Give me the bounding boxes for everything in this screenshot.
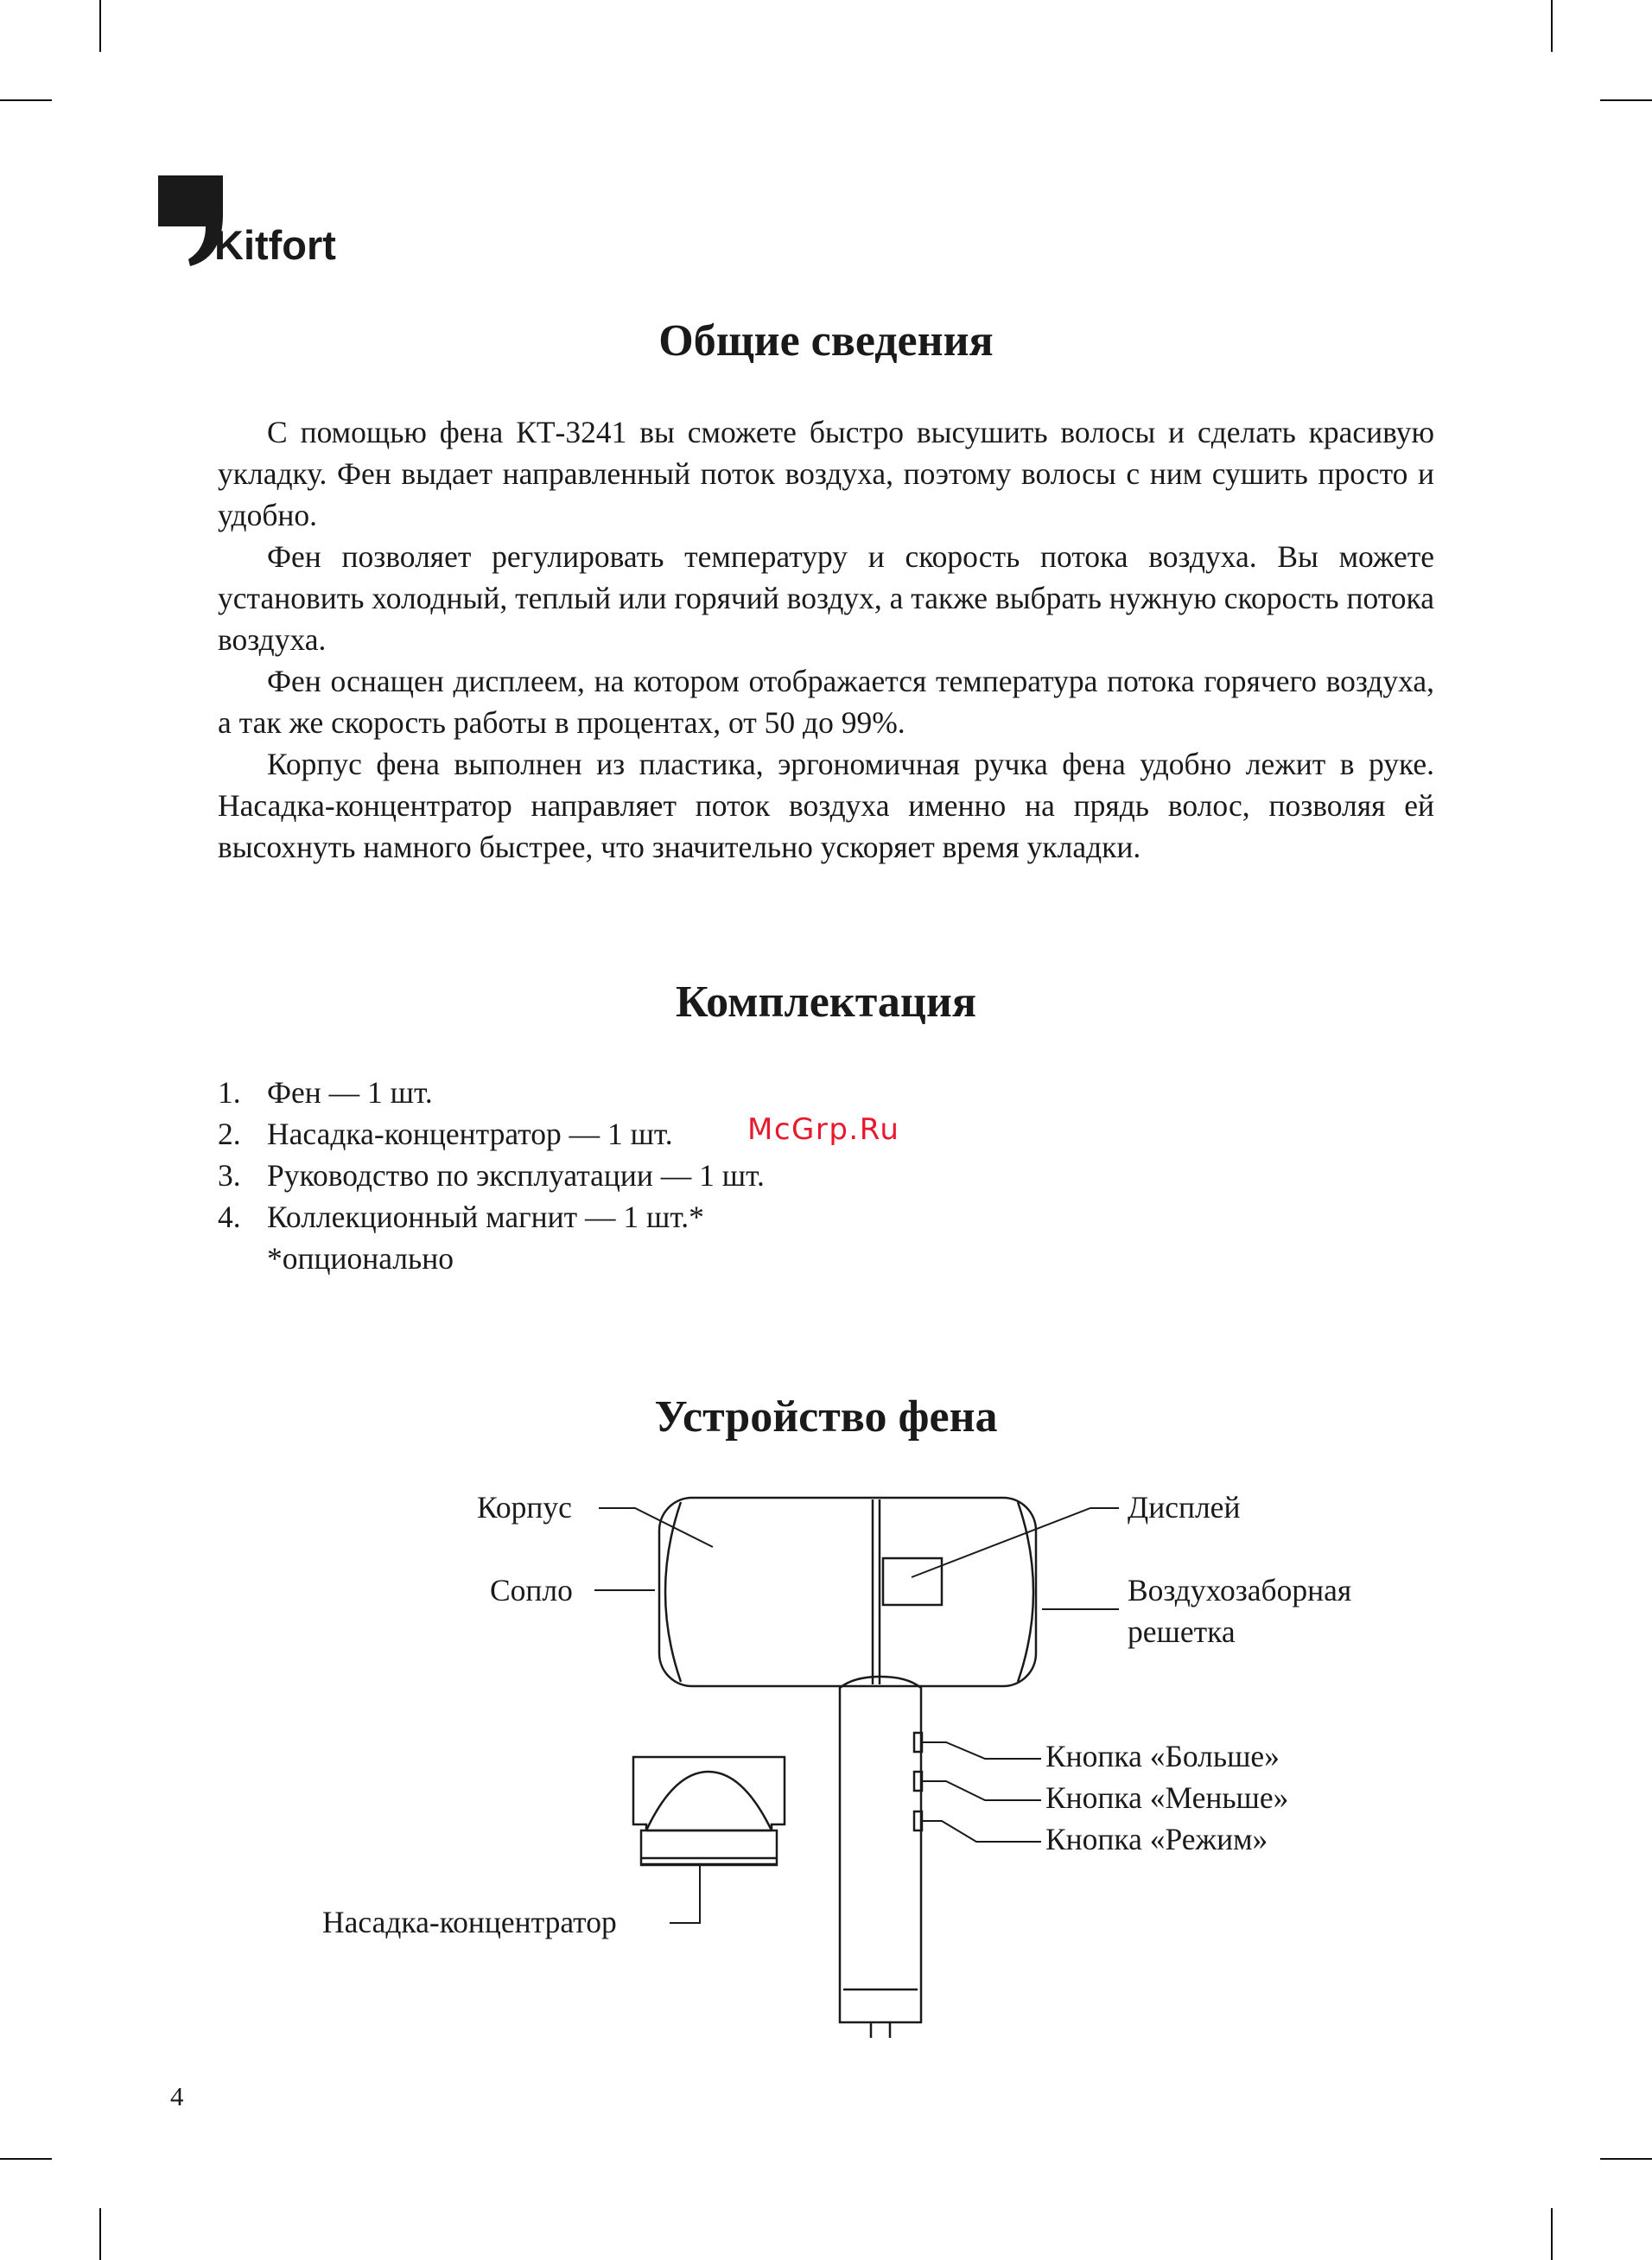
watermark-link[interactable]: McGrp.Ru — [747, 1112, 900, 1147]
label-btn-more: Кнопка «Больше» — [1045, 1739, 1280, 1773]
concentrator-outline — [633, 1757, 785, 1830]
concentrator-base — [641, 1830, 777, 1865]
label-btn-less: Кнопка «Меньше» — [1045, 1780, 1289, 1815]
paragraph: С помощью фена КТ-3241 вы сможете быстро высушить волосы и сделать красивую укладку. Фен выдает направленный поток воздуха, поэтому волосы с ним сушить просто и удобно. — [218, 415, 1434, 532]
section-title-device: Устройство фена — [654, 1392, 998, 1442]
label-nozzle: Сопло — [490, 1573, 573, 1607]
label-display: Дисплей — [1128, 1490, 1241, 1525]
list-num: 1. — [218, 1075, 241, 1110]
grille-outline — [1018, 1502, 1033, 1682]
paragraph: Фен оснащен дисплеем, на котором отображается температура потока горячего воздуха, а так же скорость работы в процентах, от 50 до 99%. — [218, 664, 1434, 740]
dryer-head — [659, 1498, 1036, 1686]
list-text: Насадка-концентратор — 1 шт. — [267, 1117, 673, 1151]
label-grille — [1128, 1569, 1351, 1652]
leader-btn-mode — [922, 1821, 1041, 1842]
leader-btn-less — [922, 1781, 1041, 1800]
list-num: 4. — [218, 1200, 241, 1234]
label-btn-mode: Кнопка «Режим» — [1045, 1822, 1268, 1856]
optional-note: *опционально — [267, 1241, 454, 1276]
section-title-general: Общие сведения — [658, 316, 994, 366]
paragraph: Корпус фена выполнен из пластика, эргономичная ручка фена удобно лежит в руке. Насадка-концентратор направляет поток воздуха именно на прядь волос, позволяя ей высохнуть намного быстрее, что значительно ускоряет время укладки. — [218, 747, 1434, 864]
dryer-handle — [840, 1677, 921, 2022]
leader-btn-more — [922, 1742, 1041, 1759]
page-number: 4 — [170, 2081, 184, 2111]
label-body: Корпус — [477, 1490, 572, 1525]
display-window — [883, 1558, 942, 1605]
label-grille-line2: решетка — [1128, 1614, 1236, 1649]
label-grille-line1: Воздухозаборная — [1128, 1573, 1352, 1607]
brand-name: Kitfort — [214, 222, 336, 268]
paragraph: Фен позволяет регулировать температуру и скорость потока воздуха. Вы можете установить холодный, теплый или горячий воздух, а также выбрать нужную скорость потока воздуха. — [218, 539, 1434, 657]
list-text: Коллекционный магнит — 1 шт.* — [267, 1200, 704, 1234]
leader-concentrator — [670, 1865, 700, 1923]
list-text: Фен — 1 шт. — [267, 1075, 433, 1110]
list-text: Руководство по эксплуатации — 1 шт. — [267, 1158, 765, 1193]
list-num: 3. — [218, 1158, 241, 1193]
list-num: 2. — [218, 1117, 241, 1151]
section-title-contents: Комплектация — [676, 977, 976, 1027]
label-concentrator: Насадка-концентратор — [322, 1905, 617, 1939]
leader-body — [599, 1508, 713, 1547]
